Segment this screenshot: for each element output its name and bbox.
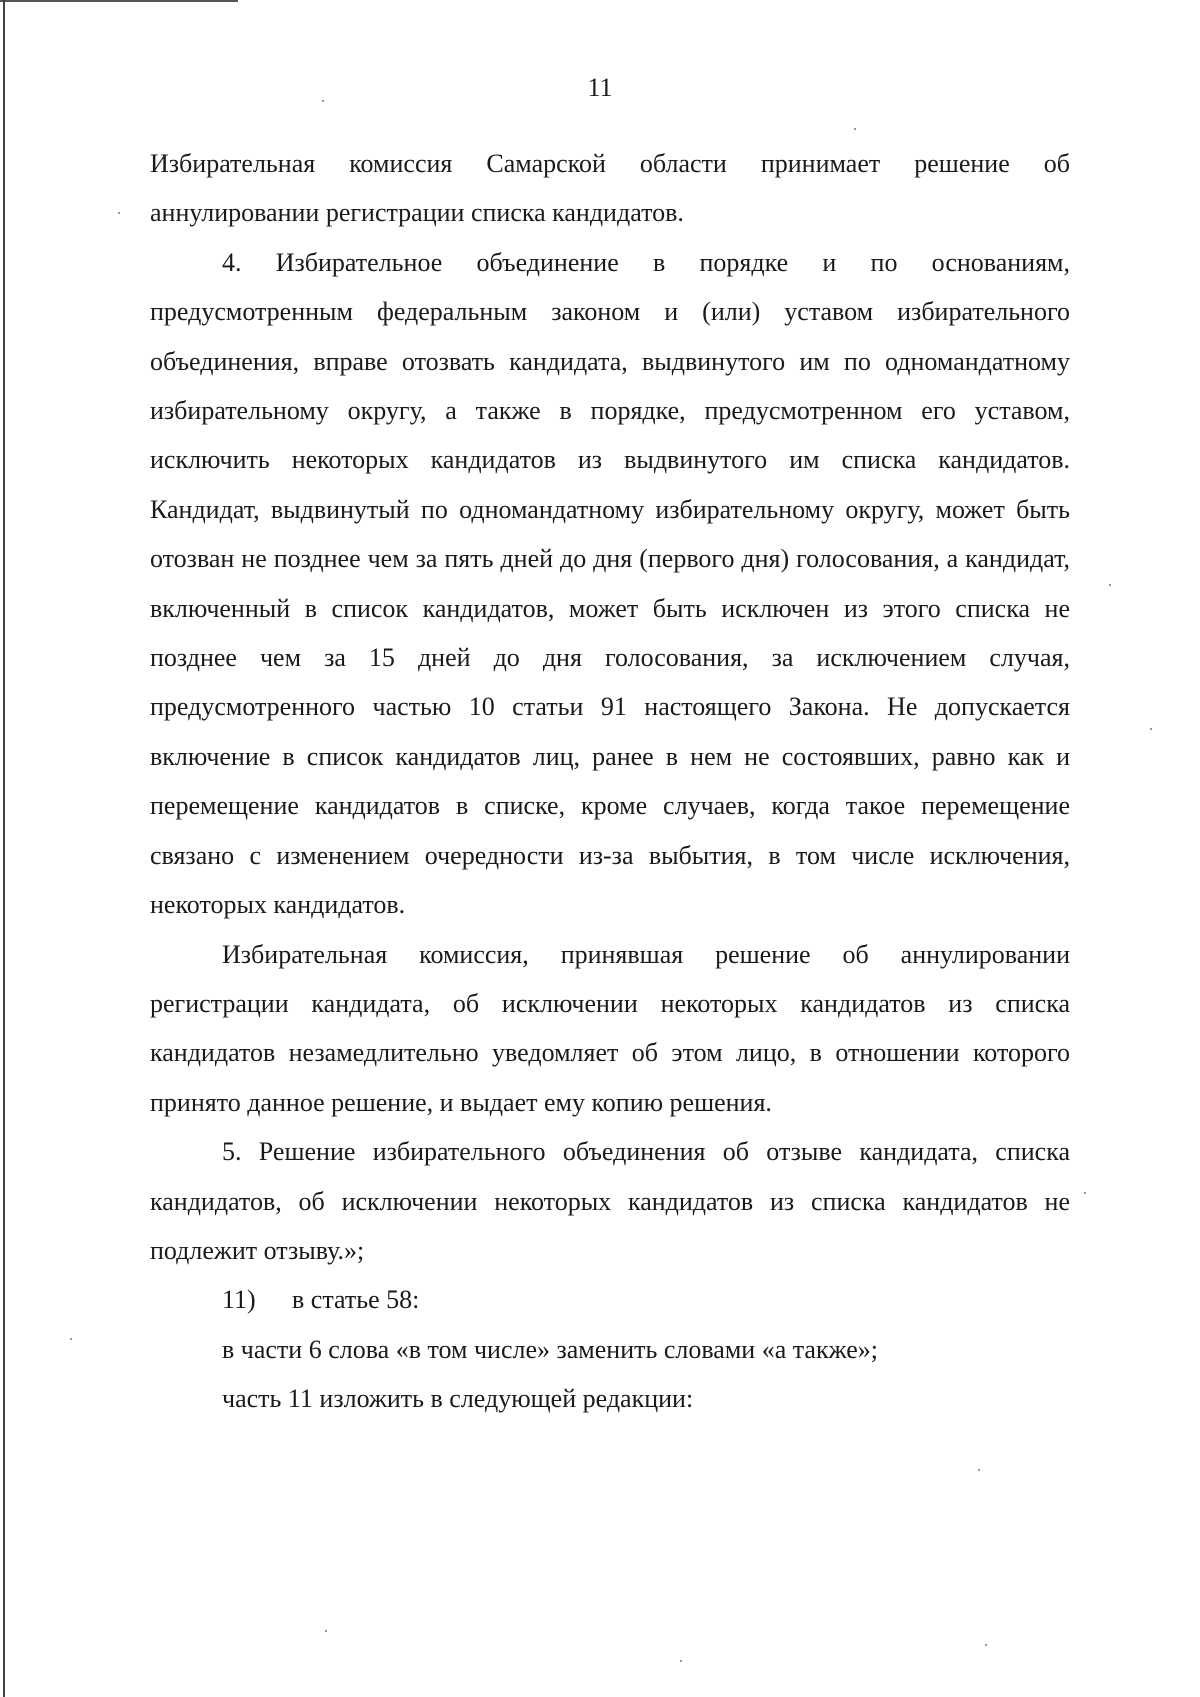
scan-speck bbox=[1084, 1192, 1086, 1194]
amendment-item-text: в статье 58: bbox=[292, 1285, 420, 1315]
page-number: 11 bbox=[587, 73, 613, 102]
scan-speck bbox=[978, 1469, 980, 1471]
scan-speck bbox=[1109, 584, 1111, 586]
scan-speck bbox=[325, 1630, 327, 1632]
scan-speck bbox=[322, 100, 324, 102]
document-body bbox=[150, 139, 1070, 1424]
scan-speck bbox=[985, 1644, 987, 1646]
scan-speck bbox=[854, 128, 856, 130]
paragraph-commission-notice: Избирательная комиссия, принявшая решение об аннулировании регистрации кандидата, об исключении некоторых кандидатов из списка кандидатов незамедлительно уведомляет об этом лицо, в отношении которого принято данное решение, и выдает ему копию решения. bbox=[150, 939, 1070, 1117]
amendment-item-number: 11) bbox=[222, 1285, 256, 1315]
amendment-line-part-11: часть 11 изложить в следующей редакции: bbox=[222, 1384, 694, 1414]
scan-speck bbox=[118, 212, 120, 214]
scan-speck bbox=[680, 1660, 682, 1662]
scan-speck bbox=[1150, 728, 1152, 730]
paragraph-part-5: 5. Решение избирательного объединения об отзыве кандидата, списка кандидатов, об исключении некоторых кандидатов из списка кандидатов не подлежит отзыву.»; bbox=[150, 1137, 1070, 1265]
scan-speck bbox=[70, 1338, 72, 1340]
paragraph-annulment-list: Избирательная комиссия Самарской области принимает решение об аннулировании регистрации списка кандидатов. bbox=[150, 149, 1070, 228]
amendment-line-part-6: в части 6 слова «в том числе» заменить словами «а также»; bbox=[222, 1334, 878, 1364]
paragraph-part-4: 4. Избирательное объединение в порядке и по основаниям, предусмотренным федеральным законом и (или) уставом избирательного объединения, вправе отозвать кандидата, выдвинутого им по одномандатному избирательному округу, а также в порядке, предусмотренном его уставом, исключить некоторых кандидатов из выдвинутого им списка кандидатов. Кандидат, выдвинутый по одномандатному избирательному округу, может быть отозван не позднее чем за пять дней до дня (первого дня) голосования, а кандидат, включенный в список кандидатов, может быть исключен из этого списка не позднее чем за 15 дней до дня голосования, за исключением случая, предусмотренного частью 10 статьи 91 настоящего Закона. Не допускается включение в список кандидатов лиц, ранее в нем не состоявших, равно как и перемещение кандидатов в списке, кроме случаев, когда такое перемещение связано с изменением очередности из-за выбытия, в том числе исключения, некоторых кандидатов. bbox=[150, 247, 1070, 920]
amendment-item bbox=[150, 1275, 1070, 1324]
scan-edge-left bbox=[3, 0, 5, 1697]
scan-edge-top bbox=[0, 0, 238, 2]
